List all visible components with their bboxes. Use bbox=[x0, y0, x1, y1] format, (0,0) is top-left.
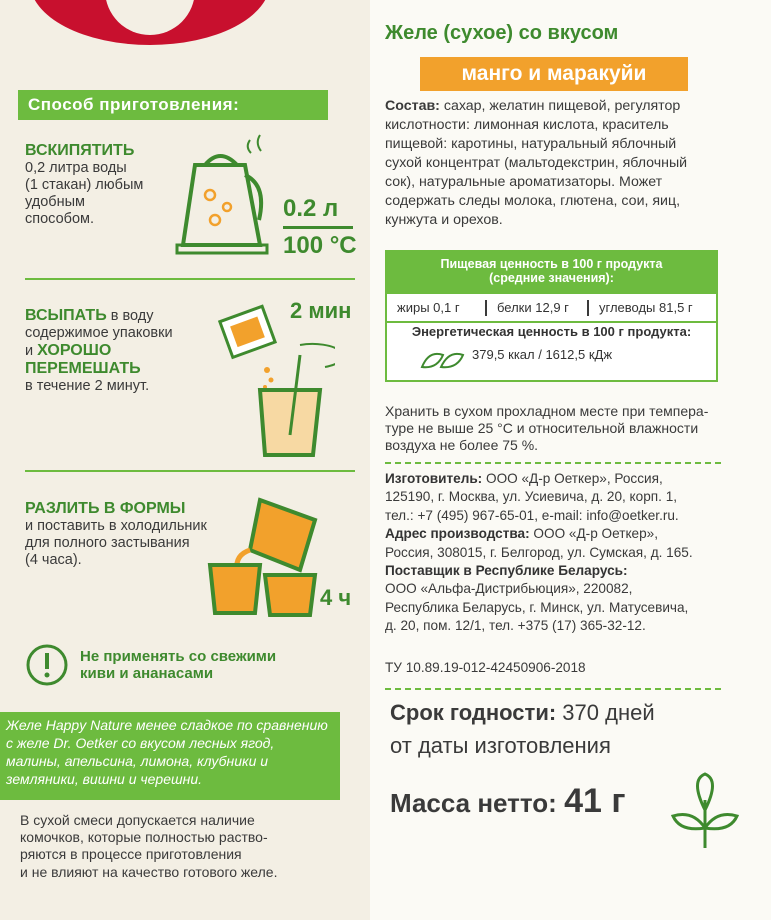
warning-text bbox=[80, 648, 276, 682]
production-line: ООО «Д-р Оеткер», bbox=[529, 526, 659, 542]
step-boil bbox=[25, 142, 195, 228]
step-boil-line: удобным bbox=[25, 194, 85, 210]
dashed-separator bbox=[385, 462, 721, 465]
product-title: Желе (сухое) со вкусом bbox=[385, 22, 619, 44]
pouring-molds-icon bbox=[205, 485, 335, 620]
sachet-glass-icon bbox=[205, 295, 335, 460]
method-title: Способ приготовления: bbox=[18, 90, 328, 120]
net-mass-value: 41 г bbox=[564, 782, 626, 820]
step-pour-bold: ХОРОШО bbox=[37, 342, 112, 359]
nutrition-header-line: (средние значения): bbox=[489, 271, 614, 285]
supplier-line: Республика Беларусь, г. Минск, ул. Матусевича, bbox=[385, 599, 689, 615]
tu-code: ТУ 10.89.19-012-42450906-2018 bbox=[385, 660, 586, 675]
flavor-label: манго и маракуйи bbox=[420, 57, 688, 91]
lumps-note-line: ряются в процессе приготовления bbox=[20, 846, 242, 863]
step-mold-line: и поставить в холодильник bbox=[25, 518, 207, 534]
production-line: Россия, 308015, г. Белгород, ул. Сумская, д. 165. bbox=[385, 544, 693, 560]
cell-divider bbox=[485, 300, 487, 316]
cell-divider bbox=[587, 300, 589, 316]
manufacturer-line: тел.: +7 (495) 967-65-01, e-mail: info@oetker.ru. bbox=[385, 507, 679, 523]
supplier-label: Поставщик в Республике Беларусь: bbox=[385, 563, 628, 579]
carbs-value: углеводы 81,5 г bbox=[599, 300, 693, 315]
leaf-icon bbox=[419, 347, 467, 371]
warning-line: киви и ананасами bbox=[80, 665, 214, 682]
step-divider bbox=[25, 470, 355, 472]
energy-value: 379,5 ккал / 1612,5 кДж bbox=[472, 347, 613, 362]
shelf-life-line: от даты изготовления bbox=[390, 733, 611, 758]
lumps-note bbox=[20, 812, 340, 881]
lumps-note-line: В сухой смеси допускается наличие bbox=[20, 812, 255, 828]
manufacturer-line: ООО «Д-р Оеткер», Россия, bbox=[482, 471, 663, 486]
comparison-note: Желе Happy Nature менее сладкое по сравнению с желе Dr. Oetker со вкусом лесных ягод, малины, апельсина, лимона, клубники и земляники, вишни и черешни. bbox=[0, 712, 340, 800]
step-boil-line: (1 стакан) любым bbox=[25, 177, 144, 193]
lumps-note-line: и не влияют на качество готового желе. bbox=[20, 863, 278, 880]
lumps-note-line: комочков, которые полностью раство- bbox=[20, 829, 268, 846]
nutrition-header bbox=[387, 252, 716, 294]
sprout-icon bbox=[665, 770, 745, 850]
composition-label: Состав: bbox=[385, 98, 440, 114]
nutrition-row bbox=[387, 294, 716, 323]
step-boil-line: способом. bbox=[25, 211, 95, 227]
step-mold-line: (4 часа). bbox=[25, 552, 82, 568]
volume-divider bbox=[283, 226, 353, 229]
step-mold-line: для полного застывания bbox=[25, 535, 190, 551]
step-boil-title: ВСКИПЯТИТЬ bbox=[25, 142, 135, 159]
composition bbox=[385, 97, 715, 230]
step-pour-line: в течение 2 минут. bbox=[25, 378, 150, 394]
energy-label: Энергетическая ценность в 100 г продукта: bbox=[411, 324, 692, 339]
manufacturer-label: Изготовитель: bbox=[385, 471, 483, 486]
warning-icon bbox=[25, 643, 69, 687]
step-boil-line: 0,2 литра воды bbox=[25, 160, 127, 176]
step-mold-title: РАЗЛИТЬ В ФОРМЫ bbox=[25, 500, 186, 517]
fridge-time: 4 ч bbox=[320, 585, 352, 610]
storage-line: туре не выше 25 °С и относительной влажности bbox=[385, 420, 699, 436]
fats-value: жиры 0,1 г bbox=[397, 300, 460, 315]
dashed-separator bbox=[385, 688, 721, 691]
step-pour-text: в воду bbox=[106, 308, 154, 324]
step-divider bbox=[25, 278, 355, 280]
supplier-line: д. 20, пом. 12/1, тел. +375 (17) 365-32-12. bbox=[385, 618, 646, 634]
stir-time: 2 мин bbox=[290, 298, 352, 323]
storage-conditions bbox=[385, 403, 720, 454]
production-label: Адрес производства: bbox=[385, 526, 530, 542]
step-mix-title: ПЕРЕМЕШАТЬ bbox=[25, 360, 141, 377]
kettle-icon bbox=[175, 125, 275, 265]
step-pour-prefix: и bbox=[25, 343, 38, 359]
supplier-line: ООО «Альфа-Дистрибьюция», 220082, bbox=[385, 581, 633, 597]
manufacturer-info bbox=[385, 470, 725, 636]
nutrition-header-line: Пищевая ценность в 100 г продукта bbox=[440, 257, 663, 271]
warning-line: Не применять со свежими bbox=[80, 648, 277, 665]
shelf-life bbox=[390, 700, 655, 726]
boil-temperature: 100 °С bbox=[283, 232, 357, 259]
net-mass bbox=[390, 782, 626, 821]
composition-text: сахар, желатин пищевой, регулятор кислотности: лимонная кислота, краситель пищевой: каротины, натуральный яблочный сухой концентрат (мальтодекстрин, яблочный сок), натуральные ароматизаторы. Может содержать следы молока, глютена, сои, яиц, кунжута и орехов. bbox=[385, 98, 688, 228]
storage-line: воздуха не более 75 %. bbox=[385, 437, 539, 453]
net-mass-label: Масса нетто: bbox=[390, 788, 557, 818]
nutrition-table bbox=[385, 250, 718, 382]
storage-line: Хранить в сухом прохладном месте при темпера- bbox=[385, 403, 709, 419]
step-pour-title: ВСЫПАТЬ bbox=[25, 307, 107, 324]
boil-volume: 0.2 л bbox=[283, 195, 339, 222]
manufacturer-line: 125190, г. Москва, ул. Усиевича, д. 20, корп. 1, bbox=[385, 489, 678, 505]
proteins-value: белки 12,9 г bbox=[497, 300, 569, 315]
shelf-life-value: 370 дней bbox=[556, 700, 655, 725]
shelf-life-label: Срок годности: bbox=[390, 700, 557, 725]
step-pour-line: содержимое упаковки bbox=[25, 325, 173, 341]
